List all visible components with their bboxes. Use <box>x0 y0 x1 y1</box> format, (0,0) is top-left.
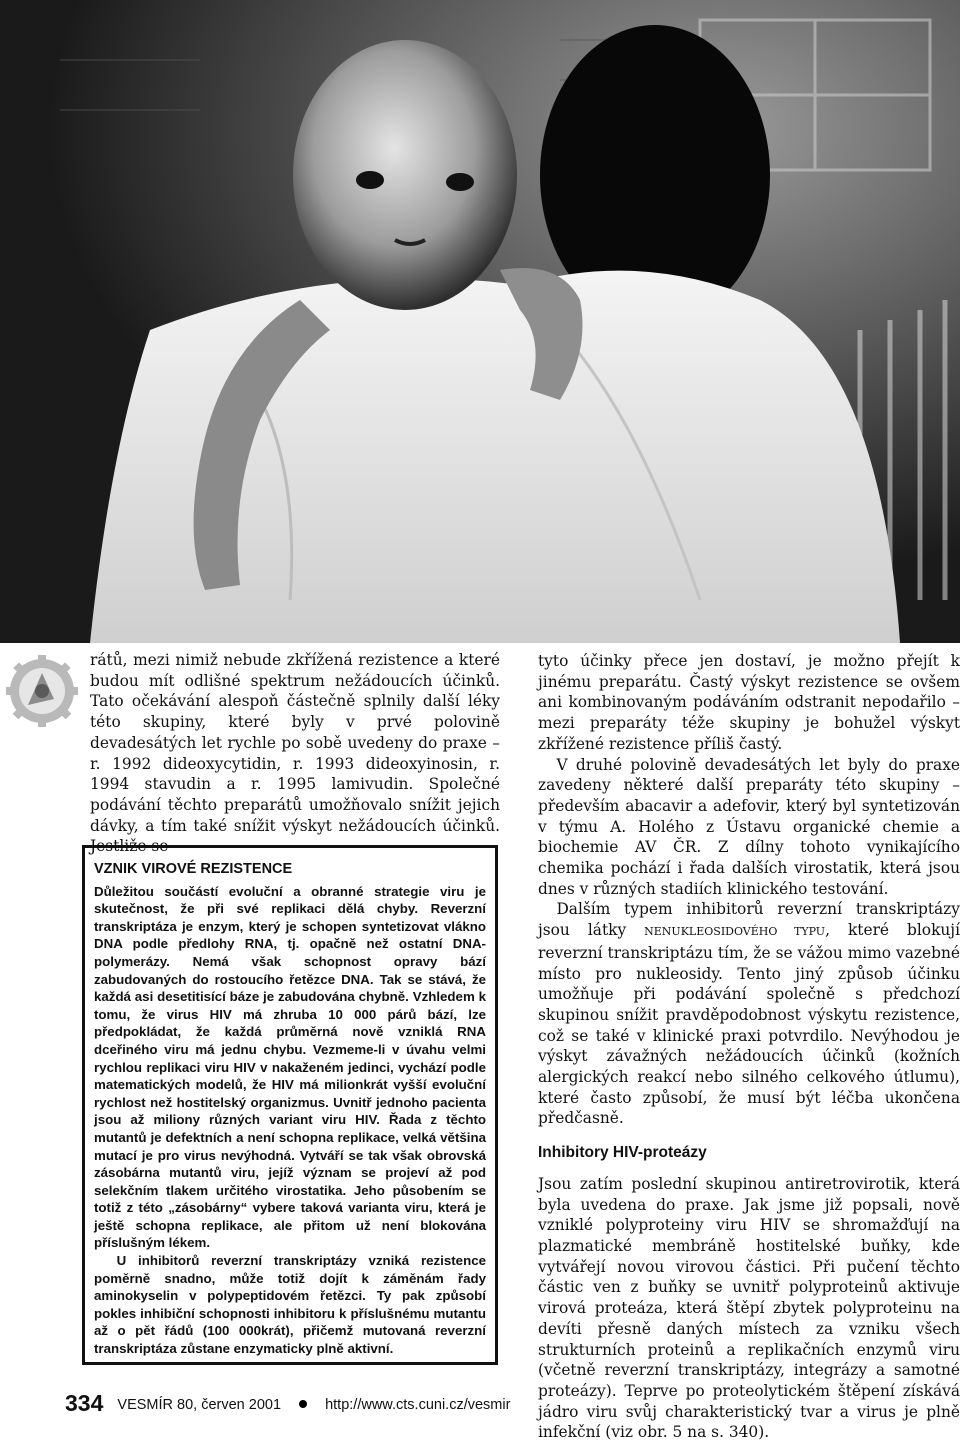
photo-illustration <box>0 0 960 643</box>
article-photo <box>0 0 960 643</box>
sidebar-box-virus-resistance <box>82 845 498 1365</box>
page-footer <box>65 1390 510 1417</box>
left-column <box>90 650 500 857</box>
paragraph-3-start: Dalším typem inhibitorů reverzní transkriptázy jsou látky <box>538 900 960 940</box>
left-column-paragraph: rátů, mezi nimiž nebude zkřížená rezistence a které budou mít odlišné spektrum nežádoucích účinků. Tato očekávání alespoň částečně splnily další léky této skupiny, které byly v prvé polovině devadesátých let rychle po sobě uvedeny do praxe – r. 1992 dideoxycytidin, r. 1993 dideoxyinosin, r. 1994 stavudin a r. 1995 lamivudin. Společné podávání těchto preparátů umožňovalo snížit jejich dávky, a tím také snížit výskyt nežádoucích účinků. Jestliže se <box>90 651 500 856</box>
issue-info: VESMÍR 80, červen 2001 <box>117 1397 282 1413</box>
right-column-paragraph-1: tyto účinky přece jen dostaví, je možno přejít k jinému preparátu. Častý výskyt rezistence se ovšem ani kombinovaným podáváním odstranit nepodařilo – mezi preparáty téže skupiny je bohužel výskyt zkřížené rezistence příliš častý. <box>538 652 960 753</box>
sidebar-box-paragraph-2: U inhibitorů reverzní transkriptázy vzniká rezistence poměrně snadno, může totiž dojít k záměnám řady aminokyselin v polypeptidovém řetězci. Ty pak způsobí pokles inhibiční schopnosti inhibitoru k příslušnému mutantu až o pět řádů (100 000krát), přičemž mutovaná reverzní transkriptáza zůstane enzymaticky plně aktivní. <box>94 1253 486 1357</box>
paragraph-3-rest: , které blokují reverzní transkriptázu tím, že se vážou mimo vazebné místo pro nukleosidy. Tento jiný způsob účinku umožňuje při podávání společně s předchozí skupinou snížit pravděpodobnost výskytu rezistence, což se také v klinické praxi potvrdilo. Nevýhodou je výskyt závažných nežádoucích účinků (kožních alergických reakcí nebo silného celkového útlumu), které často způsobí, že musí být léčba ukončena předčasně. <box>538 921 960 1128</box>
right-column <box>538 651 960 1443</box>
gear-logo-icon <box>6 655 78 727</box>
sidebar-box-title: VZNIK VIROVÉ REZISTENCE <box>94 861 293 877</box>
small-caps-term: NENUKLEOSIDOVÉHO TYPU <box>644 925 826 939</box>
bullet-icon <box>299 1400 307 1408</box>
sidebar-box-paragraph-1: Důležitou součástí evoluční a obranné strategie viru je skutečnost, že při své replikaci dělá chyby. Reverzní transkriptáza je enzym, který je schopen syntetizovat vlákno DNA podle předlohy RNA, tj. opačně než ostatní DNA-polymerázy. Nemá však schopnost opravy bází zabudovaných do rostoucího řetězce DNA. Tak se stává, že každá asi desetitisící báze je zabudována chybně. Vzhledem k tomu, že virus HIV má zhruba 10 000 párů bází, lze předpokládat, že každá průměrná nově vzniklá RNA dceřiného viru má jednu chybu. Vezmeme-li v úvahu velmi rychlou replikaci viru HIV v nakaženém jedinci, vychází podle matematických modelů, že HIV má milionkrát vyšší evoluční rychlost než hostitelský organizmus. Uvnitř jednoho pacienta jsou až miliony různých variant viru HIV. Řada z těchto mutantů je defektních a není schopna replikace, velká většina mutací je pro virus nevýhodná. Vytváří se tak však obrovská zásobárna mutantů viru, jejíž význam se projeví až pod selekčním tlakem určitého virostatika. Jeho působením se totiž z této „zásobárny“ vybere taková varianta viru, která je ještě schopna replikace, ale přitom už není blokována příslušným lékem. <box>94 883 486 1251</box>
right-column-paragraph-3 <box>538 899 960 1129</box>
right-column-paragraph-4: Jsou zatím poslední skupinou antiretrovirotik, která byla uvedena do praxe. Jak jsme již popsali, nově vzniklé polyproteiny viru HIV se shromažďují na plazmatické membráně hostitelské buňky, kde vytvářejí novou virovou částici. Při pučení těchto částic ven z buňky se uvnitř polyproteinů aktivuje virová proteáza, která štěpí zbytek polyproteinu na devíti přesně daných místech za vzniku všech strukturních proteinů a replikačních enzymů viru (včetně reverzní transkriptázy, integrázy a samotné proteázy). Teprve po proteolytickém štěpení získává jádro viru svůj charakteristický tvar a virus je plně infekční (viz obr. 5 na s. 340). <box>538 1174 960 1442</box>
page-number: 334 <box>65 1390 104 1416</box>
website-url[interactable]: http://www.cts.cuni.cz/vesmir <box>325 1397 511 1413</box>
right-column-paragraph-2: V druhé polovině devadesátých let byly do praxe zavedeny některé další preparáty této skupiny – především abacavir a adefovir, který byl syntetizován v týmu A. Holého z Ústavu organické chemie a biochemie AV ČR. Z dílny tohoto vynikajícího chemika pochází i řada dalších virostatik, která jsou dnes v různých stadiích klinického testování. <box>538 755 960 898</box>
publisher-logo <box>6 655 78 727</box>
section-heading-hiv-protease: Inhibitory HIV-proteázy <box>538 1144 707 1162</box>
